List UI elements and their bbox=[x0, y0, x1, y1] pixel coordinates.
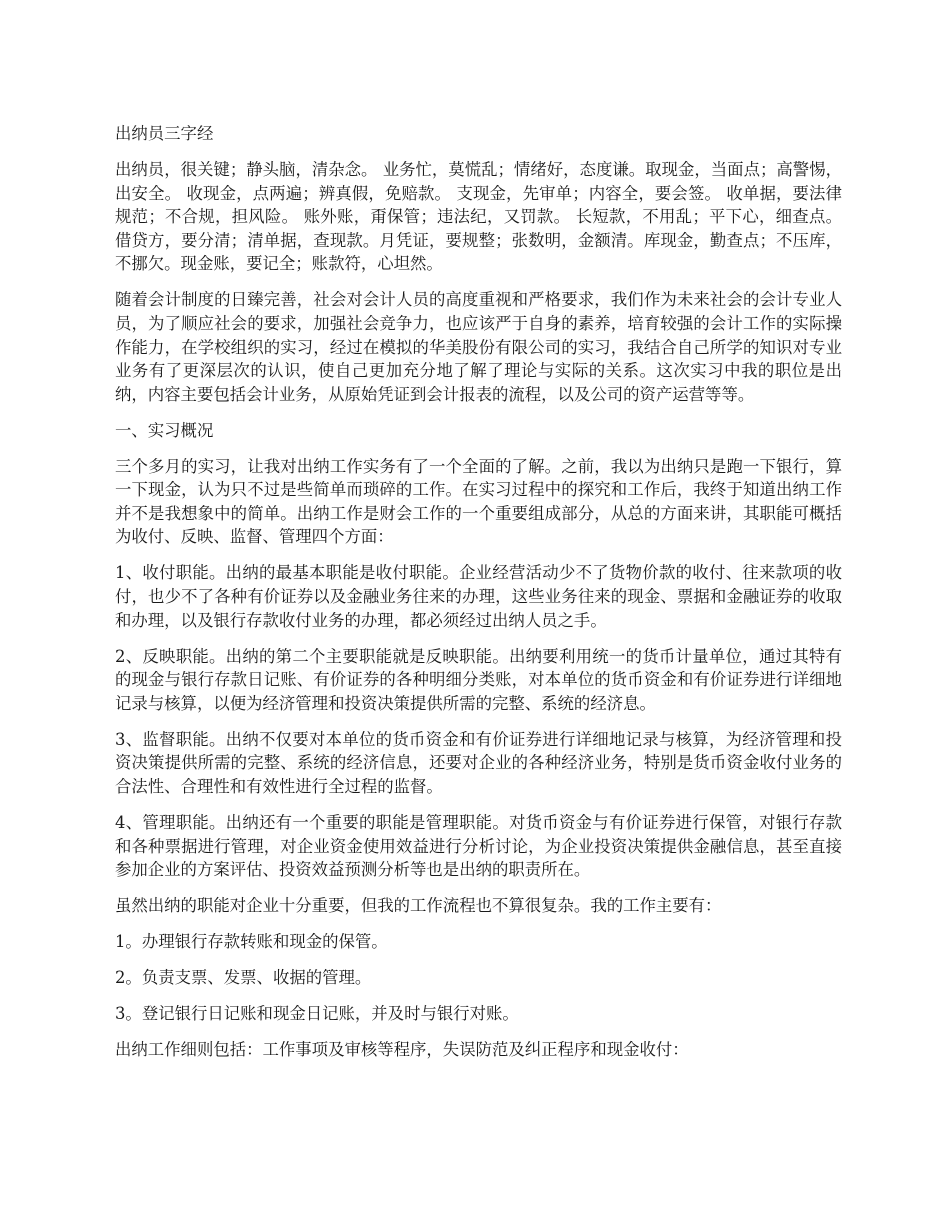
list-item: 3。登记银行日记账和现金日记账，并及时与银行对账。 bbox=[115, 1004, 519, 1024]
document-title: 出纳员三字经 bbox=[115, 124, 214, 143]
paragraph: 1、收付职能。出纳的最基本职能是收付职能。企业经营活动少不了货物价款的收付、往来款项的收付，也少不了各种有价证券以及金融业务往来的办理，这些业务往来的现金、票据和金融证券的收取和办理，以及银行存款收付业务的办理，都必须经过出纳人员之手。 bbox=[115, 563, 842, 630]
list-item: 1。办理银行存款转账和现金的保管。 bbox=[115, 932, 388, 952]
list-item: 2。负责支票、发票、收据的管理。 bbox=[115, 968, 372, 988]
paragraph: 出纳工作细则包括：工作事项及审核等程序，失误防范及纠正程序和现金收付： bbox=[115, 1040, 689, 1060]
paragraph: 虽然出纳的职能对企业十分重要，但我的工作流程也不算很复杂。我的工作主要有： bbox=[115, 896, 722, 916]
document-body bbox=[115, 122, 842, 1074]
paragraph: 3、监督职能。出纳不仅要对本单位的货币资金和有价证券进行详细地记录与核算，为经济管理和投资决策提供所需的完整、系统的经济信息，还要对企业的各种经济业务，特别是货币资金收付业务的合法性、合理性和有效性进行全过程的监督。 bbox=[115, 729, 842, 796]
paragraph: 出纳员，很关键；静头脑，清杂念。 业务忙，莫慌乱；情绪好，态度谦。取现金，当面点；高警惕，出安全。 收现金，点两遍；辨真假，免赔款。 支现金，先审单；内容全，要会签。 收单据，要法律规范；不合规，担风险。 账外账，甭保管；违法纪，又罚款。 长短款，不用乱；平下心，细查点。借贷方，要分清；清单据，查现款。月凭证，要规整；张数明，金额清。库现金，勤查点；不压库，不挪欠。现金账，要记全；账款符，心坦然。 bbox=[115, 159, 842, 274]
paragraph: 三个多月的实习，让我对出纳工作实务有了一个全面的了解。之前，我以为出纳只是跑一下银行，算一下现金，认为只不过是些简单而琐碎的工作。在实习过程中的探究和工作后，我终于知道出纳工作并不是我想象中的简单。出纳工作是财会工作的一个重要组成部分，从总的方面来讲，其职能可概括为收付、反映、监督、管理四个方面： bbox=[115, 456, 842, 547]
paragraph: 4、管理职能。出纳还有一个重要的职能是管理职能。对货币资金与有价证券进行保管，对银行存款和各种票据进行管理，对企业资金使用效益进行分析讨论，为企业投资决策提供金融信息，甚至直接参加企业的方案评估、投资效益预测分析等也是出纳的职责所在。 bbox=[115, 812, 842, 880]
paragraph: 随着会计制度的日臻完善，社会对会计人员的高度重视和严格要求，我们作为未来社会的会计专业人员，为了顺应社会的要求，加强社会竞争力，也应该严于自身的素养，培育较强的会计工作的实际操作能力，在学校组织的实习，经过在模拟的华美股份有限公司的实习，我结合自己所学的知识对专业业务有了更深层次的认识，使自己更加充分地了解了理论与实际的关系。这次实习中我的职位是出纳，内容主要包括会计业务，从原始凭证到会计报表的流程，以及公司的资产运营等等。 bbox=[115, 290, 842, 404]
section-heading: 一、实习概况 bbox=[115, 420, 214, 440]
paragraph: 2、反映职能。出纳的第二个主要职能就是反映职能。出纳要利用统一的货币计量单位，通过其特有的现金与银行存款日记账、有价证券的各种明细分类账，对本单位的货币资金和有价证券进行详细地记录与核算，以便为经济管理和投资决策提供所需的完整、系统的经济息。 bbox=[115, 646, 842, 713]
